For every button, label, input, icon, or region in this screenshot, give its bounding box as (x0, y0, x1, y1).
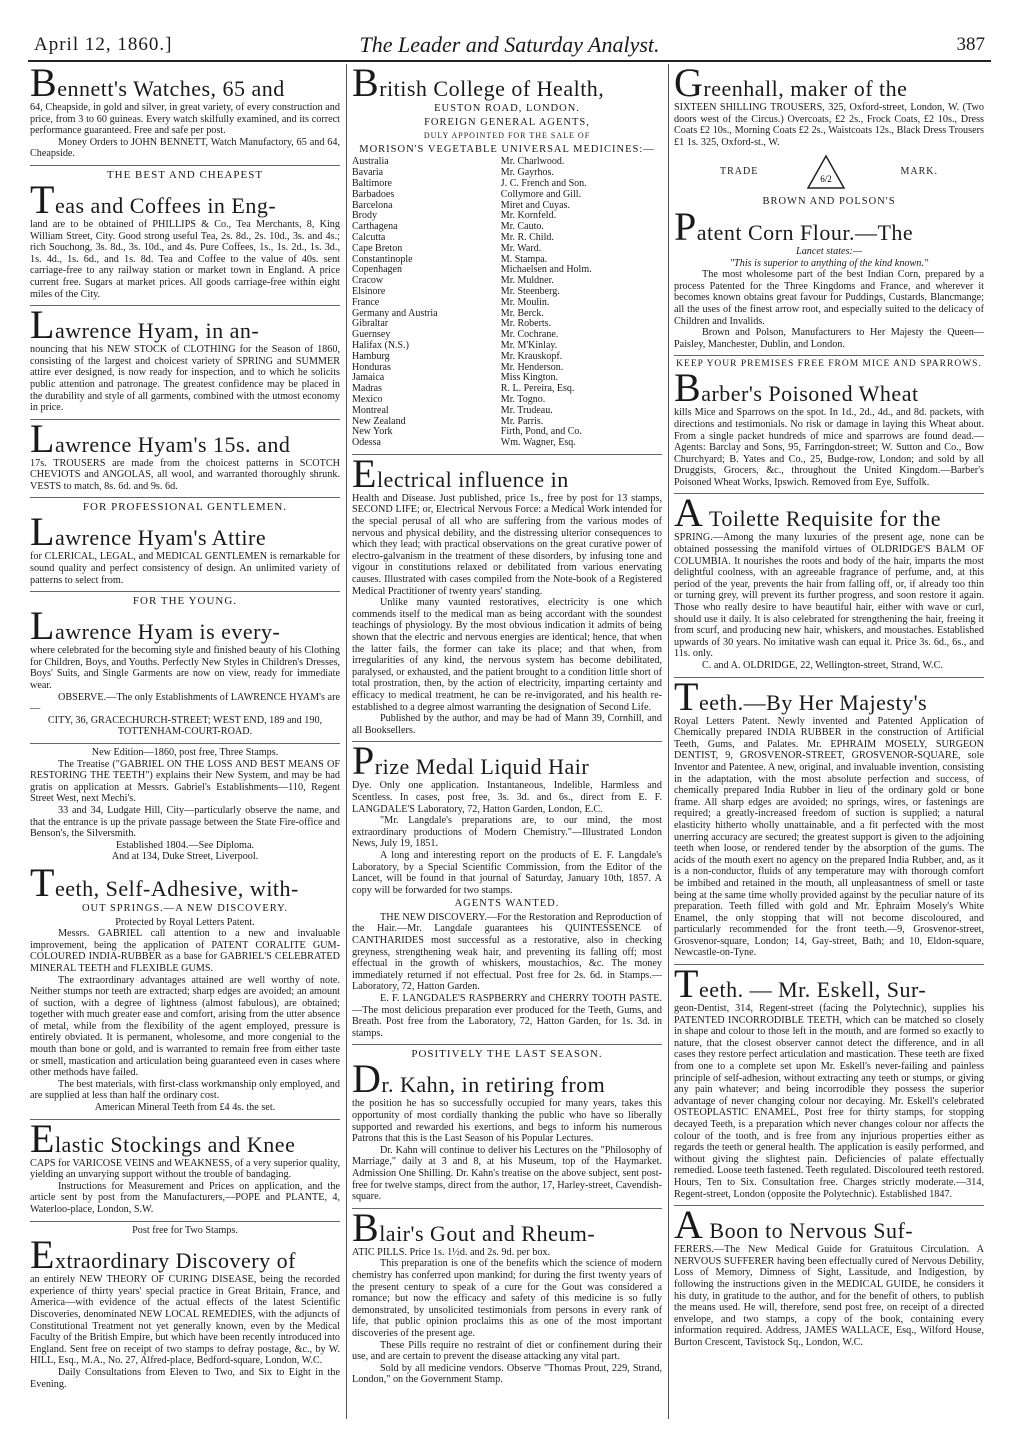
ad-body: Messrs. GABRIEL call attention to a new and invaluable improvement, being the application of PATENT CORALITE GUM-COLOURED INDIA-RUBBER as a base for GABRIEL'S CELEBRATED MINERAL TEETH and FLEXIBLE GUMS. (30, 928, 340, 974)
divider (352, 741, 662, 742)
trade-mark-triangle-icon (806, 154, 846, 190)
agent-country: Germany and Austria (352, 307, 438, 319)
ad-headline: Lawrence Hyam's Attire (30, 509, 267, 555)
ad-body: SIXTEEN SHILLING TROUSERS, 325, Oxford-street, London, W. (Two doors west of the Circus.) Overcoats, £2 2s., Frock Coats, £2 10s., Dress Coats £2 10s., Morning Coats £2 2s., Waistcoats 12s., Black Dress Trousers £1 1s. 325, Oxford-st., W. (674, 102, 984, 148)
section-heading: FOR THE YOUNG. (132, 595, 238, 608)
agent-country: Australia (352, 156, 389, 168)
ad-body: Brown and Polson, Manufacturers to Her Majesty the Queen—Paisley, Manchester, Dublin, and London. (674, 327, 984, 350)
ad-body: the position he has so successfully occupied for many years, takes this opportunity of most cordially thanking the public who have so liberally supported and rewarded his exertions, and begs to inform his numerous Patrons that this is the Last Season of his Popular Lectures. (352, 1098, 662, 1145)
ad-hyam-trousers (30, 415, 340, 493)
divider (674, 355, 984, 356)
ad-address: EUSTON ROAD, LONDON. (434, 103, 580, 114)
agent-name: R. L. Pereira, Esq. (500, 383, 575, 395)
issue-date: April 12, 1860.] (34, 34, 173, 55)
ad-gabriel-treatise (30, 747, 340, 863)
agent-name: Mr. Moulin. (500, 296, 550, 308)
ad-headline: A Boon to Nervous Suf- (674, 1202, 914, 1248)
agent-name: Mr. Berck. (500, 307, 544, 319)
ad-headline: Barber's Poisoned Wheat (674, 365, 919, 411)
ad-body: Instructions for Measurement and Prices on application, and the article sent by post from the Manufacturers,—POPE and PLANTE, 4, Waterloo-place, London, S.W. (30, 1180, 340, 1215)
ad-quote: "Mr. Langdale's preparations are, to our mind, the most extraordinary productions of Modern Chemistry."—Illustrated London News, July 19, 1851. (352, 815, 662, 850)
ad-bennett-watches (30, 64, 340, 160)
agent-name: Mr. Parris. (500, 415, 544, 427)
ad-prize-medal-hair-dye (352, 738, 662, 1039)
agent-row (352, 438, 662, 449)
ad-address: CITY, 36, GRACECHURCH-STREET; WEST END, 189 and 190, TOTTENHAM-COURT-ROAD. (47, 714, 323, 738)
page-number: 387 (956, 34, 985, 55)
ad-headline: Dr. Kahn, in retiring from (352, 1056, 606, 1102)
agent-country: Mexico (352, 393, 383, 405)
ad-hyam-young (30, 603, 340, 738)
ad-subheading: MORISON'S VEGETABLE UNIVERSAL MEDICINES:— (359, 143, 655, 155)
agent-country: Odessa (352, 437, 381, 449)
agent-row (352, 190, 662, 201)
ad-body: an entirely NEW THEORY OF CURING DISEASE, being the recorded experience of thirty years' special practice in Great Britain, France, and America—with evidence of the actual effects of the latest Scientific Discoveries, denominated NEW LOCAL REMEDIES, with the adjuncts of Constitutional Treatment not yet generally known, even by the Medical Faculty of the British Empire, but which have been recently introduced into England. Sent free on receipt of two stamps to defray postage, &c., by W. HILL, Esq., M.A., No. 27, Alfred-place, Bedford-square, London, W.C. (30, 1274, 340, 1367)
agent-name: Mr. Charlwood. (500, 156, 565, 168)
ad-body: Unlike many vaunted restoratives, electricity is one which commends itself to the medical man as being accordant with the soundest teachings of physiology. By the most obvious indication it admits of being shown that the electric and nervous energies are identical; hence, that when the latter fails, the former can take its place; and that when, from irregularities of any kind, the nervous system has become debilitated, paralysed, or exhausted, and the patient brought to a condition little short of total prostration, then, by the action of electricity, imparting certainty and efficacy to medical treatment, he can be re-invigorated, and his health re-established to a degree almost warranting the designation of Second Life. (352, 597, 662, 713)
column-1 (30, 64, 340, 1419)
agent-name: Mr. Cauto. (500, 221, 544, 233)
agent-name: Mr. Togno. (500, 393, 546, 405)
agent-country: Bavaria (352, 167, 384, 179)
divider (674, 1205, 984, 1206)
ad-body: THE NEW DISCOVERY.—For the Restoration and Reproduction of the Hair.—Mr. Langdale guarantees his QUINTESSENCE of CANTHARIDES most successful as a restorative, also in checking greyness, strengthening weak hair, and preventing its falling off; most effectual in the growth of whiskers, moustachios, &c. The money immediately returned if not effectual. Post free for 2s. 6d. in Stamps.—Laboratory, 72, Hatton Garden. (352, 911, 662, 993)
column-rule (668, 64, 669, 1419)
agent-name: Wm. Wagner, Esq. (500, 437, 576, 449)
ad-note: Post free for Two Stamps. (132, 1224, 238, 1236)
ad-body: 33 and 34, Ludgate Hill, City—particularly observe the name, and that the entrance is up the private passage between the State Fire-office and Benson's, the Silversmith. (30, 804, 340, 840)
agent-name: Mr. M'Kinlay. (500, 339, 558, 351)
ad-body: FERERS.—The New Medical Guide for Gratuitous Circulation. A NERVOUS SUFFERER having been effectually cured of Nervous Debility, Loss of Memory, Dimness of Sight, Lassitude, and Indigestion, by following the instructions given in the MEDICAL GUIDE, he considers it his duty, in gratitude to the author, and for the benefit of others, to publish the means used. He will, therefore, send post free, on receipt of a directed envelope, and two stamps, a copy of the book, containing every information required. Address, JAMES WALLACE, Esq., Wilford House, Burton Crescent, Tavistock Sq., London, W.C. (674, 1244, 984, 1348)
trade-label: TRADE (720, 166, 759, 178)
agent-country: New Zealand (352, 415, 406, 427)
divider (674, 964, 984, 965)
ad-phillips-teas (30, 176, 340, 300)
agent-country: Hamburg (352, 350, 390, 362)
ad-note: OBSERVE.—The only Establishments of LAWRENCE HYAM's are— (30, 691, 340, 715)
ad-subheading: FOREIGN GENERAL AGENTS, (424, 116, 590, 128)
ad-headline: Teeth, Self-Adhesive, with- (30, 859, 299, 905)
agent-row (352, 244, 662, 255)
ad-note: Daily Consultations from Eleven to Two, and Six to Eight in the Evening. (30, 1366, 340, 1390)
ad-headline: Electrical influence in (352, 450, 569, 496)
agent-name: Collymore and Gill. (500, 188, 582, 200)
agent-name: Mr. Henderson. (500, 361, 564, 373)
agent-name: Michaelsen and Holm. (500, 264, 592, 276)
ad-body: This preparation is one of the benefits which the science of modern chemistry has conferred upon mankind; for during the first twenty years of the present century to speak of a cure for the Gout was considered a romance; but now the efficacy and safety of this medicine is so fully demonstrated, by unsolicited testimonials from persons in every rank of life, that public opinion proclaims this as one of the most important discoveries of the present age. (352, 1258, 662, 1339)
divider (352, 454, 662, 455)
ad-note: DULY APPOINTED FOR THE SALE OF (423, 131, 591, 141)
agent-country: Brody (352, 210, 377, 222)
ad-body: for CLERICAL, LEGAL, and MEDICAL GENTLEMEN is remarkable for sound quality and perfect consistency of design. An unlimited variety of patterns to select from. (30, 551, 340, 586)
ad-note: Sold by all medicine vendors. Observe "Thomas Prout, 229, Strand, London," on the Government Stamp. (352, 1362, 662, 1386)
agent-country: Elsinore (352, 285, 386, 297)
agent-row (352, 352, 662, 363)
agent-name: J. C. French and Son. (500, 177, 587, 189)
agent-country: Barcelona (352, 199, 393, 211)
agent-country: Cape Breton (352, 242, 403, 254)
agent-country: Constantinople (352, 253, 413, 265)
ad-body: land are to be obtained of PHILLIPS & Co., Tea Merchants, 8, King William Street, City. Good strong useful Tea, 2s. 8d., 2s. 10d., 3s. and 4s.; rich Souchong, 3s. 8d., 3s. 10d., and 4s. Pure Coffees, 1s., 1s. 2d., 1s. 3d., 1s. 4d., 1s. 6d., and 1s. 8d. Tea and Coffee to the value of 40s. sent carriage-free to any railway station or market town in England. A price current free. Sugars at market prices. All goods carriage-free within eight miles of the City. (30, 218, 340, 300)
ad-subheading: BROWN AND POLSON'S (762, 196, 896, 208)
page-header (28, 30, 991, 62)
ad-headline: Lawrence Hyam, in an- (30, 302, 260, 348)
divider (352, 1208, 662, 1209)
ad-price: American Mineral Teeth from £4 4s. the set. (94, 1102, 276, 1114)
ad-note: Published by the author, and may be had of Mann 39, Cornhill, and all Booksellers. (352, 713, 662, 736)
ad-note: Money Orders to JOHN BENNETT, Watch Manufactory, 65 and 64, Cheapside. (30, 136, 340, 160)
divider (352, 1044, 662, 1045)
ad-headline: A Toilette Requisite for the (674, 490, 942, 536)
ad-headline: Lawrence Hyam is every- (30, 603, 281, 649)
agent-country: Baltimore (352, 177, 392, 189)
ad-body: The most wholesome part of the best Indian Corn, prepared by a process Patented for the Three Kingdoms and France, and wherever it becomes known obtains great favour for Puddings, Custards, Blancmange; all the uses of the finest arrow root, and especially suited to the delicacy of Children and Invalids. (674, 269, 984, 327)
column-rule (346, 64, 347, 1419)
ad-body: Health and Disease. Just published, price 1s., free by post for 13 stamps, SECOND LIFE; or, Electrical Nervous Force: a Medical Work intended for the special perusal of all who are suffering from the various modes of nervous and physical debility, and the distressing ulterior consequences to which they lead; with practical observations on the great curative power of electro-galvanism in the treatment of these disorders, by infusing tone and vigour in constitutions relaxed or debilitated from various enervating causes. Illustrated with cases compiled from the Note-book of a Registered Medical Practitioner of twenty years' standing. (352, 492, 662, 597)
divider (674, 493, 984, 494)
column-2 (352, 64, 662, 1419)
divider (30, 1221, 340, 1222)
ad-headline: Prize Medal Liquid Hair (352, 738, 590, 784)
ad-dr-kahn (352, 1056, 662, 1203)
ad-barber-poisoned-wheat (674, 365, 984, 488)
ad-body: These Pills require no restraint of diet or confinement during their use, and are certain to prevent the disease attacking any vital part. (352, 1339, 662, 1363)
agent-name: Mr. Cochrane. (500, 329, 559, 341)
agent-country: Halifax (N.S.) (352, 339, 409, 351)
ad-headline: Greenhall, maker of the (674, 64, 908, 105)
ad-body: geon-Dentist, 314, Regent-street (facing the Polytechnic), supplies his PATENTED INCORRODIBLE TEETH, which can be matched so closely in shape and colour to those left in the mouth, and are formed so exactly to nature, that the closest observer cannot detect the difference, and in all cases they restore perfect articulation and mastication. These teeth are fixed from one to a complete set upon Mr. Eskell's never-failing and painless principle of self-adhesion, without extracting any teeth or stumps, or giving any pain whatever; and being incorrodible they possess the superior advantage of never changing colour nor decaying. Mr. Eskell's celebrated OSTEOPLASTIC ENAMEL, Post free for thirty stamps, for stopping decayed Teeth, is a preparation which never changes colour nor affects the colour of the tooth, and is free from any injurious properties either as regards the teeth or general health. The application is easily performed, and without giving the slightest pain. Deficiencies of palate effectually remedied. Loose teeth fastened. Teeth regulated. Discoloured teeth restored. Hours, Ten to Six. Consultation free. Charges strictly moderate.—314, Regent-street, London (opposite the Polytechnic). Established 1847. (674, 1003, 984, 1200)
ad-headline: British College of Health, (352, 64, 605, 105)
divider (30, 591, 340, 592)
agent-name: Mr. Krauskopf. (500, 350, 563, 362)
agent-country: France (352, 296, 380, 308)
agent-country: Montreal (352, 404, 389, 416)
agent-name: Mr. Trudeau. (500, 404, 553, 416)
ad-body: 64, Cheapside, in gold and silver, in great variety, of every construction and price, from 3 to 60 guineas. Every watch skilfully examined, and its correct performance guaranteed. Free and safe per post. (30, 102, 340, 137)
publication-title: The Leader and Saturday Analyst. (359, 32, 660, 57)
ad-hill-discovery (30, 1225, 340, 1391)
ad-note: Established 1804.—See Diploma. (115, 839, 255, 851)
agent-country: Carthagena (352, 221, 398, 233)
ad-body: SPRING.—Among the many luxuries of the present age, none can be obtained possessing the manifold virtues of OLDRIDGE'S BALM OF COLUMBIA. It nourishes the roots and body of the hair, imparts the most delightful coolness, with an agreeable fragrance of perfume, and, at this period of the year, prevents the hair from falling off, or, if already too thin or turning grey, will prevent its further progress, and soon restore it again. Those who really desire to have beautiful hair, either with wave or curl, should use it daily. It is also celebrated for strengthening the hair, freeing it from scurf, and producing new hair, whiskers, and moustaches. Established upwards of 30 years. No imitative wash can equal it. Price 3s. 6d., 6s., and 11s. only. (674, 532, 984, 660)
ad-body: Dye. Only one application. Instantaneous, Indelible, Harmless and Scentless. In cases, post free, 3s. 3d. and 6s., direct from E. F. LANGDALE'S Laboratory, 72, Hatton Garden, London, E.C. (352, 780, 662, 815)
ad-greenhall-trousers (674, 64, 984, 148)
agent-country: Barbadoes (352, 188, 395, 200)
agent-country: Copenhagen (352, 264, 402, 276)
agent-name: Mr. Steenberg. (500, 285, 560, 297)
ad-quote: "This is superior to anything of the kind known." (729, 257, 929, 269)
ad-headline: Teeth.—By Her Majesty's (674, 673, 928, 719)
ad-body: A long and interesting report on the products of E. F. Langdale's Laboratory, by a Special Scientific Commission, from the Editor of the Lancet, will be found in that journal of Saturday, January 10th, 1857. A copy will be forwarded for two stamps. (352, 849, 662, 896)
agents-table (352, 157, 662, 449)
divider (30, 419, 340, 420)
column-3 (674, 64, 984, 1419)
agent-name: Miss Kington. (500, 372, 559, 384)
ad-british-college (352, 64, 662, 449)
agent-row (352, 406, 662, 417)
ad-headline: Bennett's Watches, 65 and (30, 64, 285, 105)
agent-name: Firth, Pond, and Co. (500, 426, 582, 438)
ad-body: The best materials, with first-class workmanship only employed, and are supplied at less than half the ordinary cost. (30, 1078, 340, 1102)
ad-body: where celebrated for the becoming style and finished beauty of his Clothing for Children, Boys, and Youths. Perfectly New Styles in Children's Dresses, Boys' Suits, and Single Garments are now on view, ready for immediate wear. (30, 645, 340, 692)
ad-body: CAPS for VARICOSE VEINS and WEAKNESS, of a very superior quality, yielding an unvarying support without the trouble of bandaging. (30, 1157, 340, 1181)
ad-headline: Teeth. — Mr. Eskell, Sur- (674, 961, 927, 1007)
ad-headline: Patent Corn Flour.—The (674, 203, 914, 249)
trade-mark-text: 6/2 (820, 174, 832, 185)
ad-body: ATIC PILLS. Price 1s. 1½d. and 2s. 9d. per box. (352, 1246, 551, 1258)
ad-blair-pills (352, 1204, 662, 1386)
ad-body: The Treatise ("GABRIEL ON THE LOSS AND BEST MEANS OF RESTORING THE TEETH") explains their New System, and may be had gratis on application at Messrs. Gabriel's Establishments—110, Regent Street West, next Mechi's. (30, 758, 340, 805)
agent-name: Mr. Gayrhos. (500, 167, 554, 179)
ad-electrical-influence (352, 450, 662, 736)
ad-note: New Edition—1860, post free, Three Stamps. (91, 747, 279, 758)
ad-body: 17s. TROUSERS are made from the choicest patterns in SCOTCH CHEVIOTS and ANGOLAS, all wool, and warranted thoroughly shrunk. VESTS to match, 8s. 6d. and 9s. 6d. (30, 457, 340, 492)
ad-body: The extraordinary advantages attained are well worthy of note. Neither stumps nor teeth are extracted; sharp edges are avoided; an amount of suction, with a degree of lightness (almost fabulous), are obtained; together with much greater ease and comfort, arising from the utter absence of metal, while from the flexibility of the agent employed, pressure is entirely obviated. It is permanent, wholesome, and more congenial to the mouth than bone or gold, and is warranted to remain free from either taste or smell, mastication and articulation being guaranteed even in cases where other methods have failed. (30, 974, 340, 1079)
section-heading: THE BEST AND CHEAPEST (106, 168, 264, 181)
ad-note: Lancet states:— (796, 245, 862, 257)
ad-elastic-stockings (30, 1115, 340, 1216)
agent-name: Mr. Ward. (500, 242, 542, 254)
ad-mosely-teeth (674, 673, 984, 959)
ad-boon-nervous (674, 1202, 984, 1348)
agent-name: Mr. Kornfeld. (500, 210, 557, 222)
divider (30, 497, 340, 498)
agent-country: Honduras (352, 361, 391, 373)
ad-subheading: AGENTS WANTED. (454, 898, 560, 910)
ad-body: Dr. Kahn will continue to deliver his Lectures on the "Philosophy of Marriage," daily at 3 and 8, at his Museum, top of the Haymarket. Admission One Shilling. Dr. Kahn's treatise on the above subject, sent post-free for twelve stamps, direct from the author, 17, Harley-street, Cavendish-square. (352, 1144, 662, 1203)
mark-label: MARK. (900, 166, 938, 178)
ad-body: nouncing that his NEW STOCK of CLOTHING for the Season of 1860, consisting of the largest and choicest variety of SPRING and SUMMER attire ever designed, is now ready for inspection, and to which he solicits public attention and patronage. The greatest confidence may be placed in the durability and style of all garments, combined with the utmost economy in price. (30, 344, 340, 414)
ad-eskell-teeth (674, 961, 984, 1200)
agent-country: Gibraltar (352, 318, 389, 330)
agent-country: Jamaica (352, 372, 385, 384)
section-heading: FOR PROFESSIONAL GENTLEMEN. (82, 501, 288, 514)
ad-hyam-attire (30, 509, 340, 586)
agent-country: Cracow (352, 275, 384, 287)
ad-note: Protected by Royal Letters Patent. (115, 916, 255, 928)
trade-mark (674, 154, 984, 194)
ad-body: E. F. LANGDALE'S RASPBERRY and CHERRY TOOTH PASTE.—The most delicious preparation ever produced for the Teeth, Gums, and Breath. Post free from the Laboratory, 72, Hatton Garden, for 1s. 3d. in stamps. (352, 993, 662, 1039)
agent-country: Calcutta (352, 231, 386, 243)
divider (30, 165, 340, 166)
divider (674, 677, 984, 678)
divider (30, 305, 340, 306)
ad-body: Royal Letters Patent. Newly invented and Patented Application of Chemically prepared INDIA RUBBER in the construction of Artificial Teeth, Gums, and Palates. Mr. EPHRAIM MOSELY, SURGEON DENTIST, 9, GROSVENOR-STREET, GROSVENOR-SQUARE, sole Inventor and Patentee. A new, original, and invaluable invention, consisting in the adaptation, with the most absolute perfection and success, of chemically prepared India Rubber in lieu of the ordinary gold or bone frame. All sharp edges are avoided; no springs, wires, or fastenings are required; a greatly-increased freedom of suction is supplied; a natural elasticity hitherto wholly unattainable, and a fit perfected with the most unerring accuracy are secured; the greatest support is given to the adjoining teeth when loose, or rendered tender by the absorption of the gums. The acids of the mouth exert no agency on the prepared India Rubber, and, as it is a non-conductor, fluids of any temperature may with thorough comfort be imbibed and retained in the mouth, all unpleasantness of smell or taste being at the same time wholly provided against by the peculiar nature of its preparation. Teeth filled with gold and Mr. Ephraim Mosely's White Enamel, the only stopping that will not become discoloured, and particularly recommended for the front teeth.—9, Grosvenor-street, Grosvenor-square, London; 14, Gay-street, Bath; and 10, Eldon-square, Newcastle-on-Tyne. (674, 715, 984, 959)
ad-address: C. and A. OLDRIDGE, 22, Wellington-street, Strand, W.C. (702, 660, 943, 671)
ad-hyam-stock (30, 302, 340, 414)
ad-gabriel-teeth (30, 859, 340, 1114)
ad-address: And at 134, Duke Street, Liverpool. (111, 851, 259, 863)
divider (30, 743, 340, 744)
ad-headline: Elastic Stockings and Knee (30, 1115, 296, 1161)
agent-country: Madras (352, 383, 382, 395)
ad-subheading: OUT SPRINGS.—A NEW DISCOVERY. (81, 902, 289, 914)
agent-name: Mr. Roberts. (500, 318, 552, 330)
section-heading: KEEP YOUR PREMISES FREE FROM MICE AND SPARROWS. (676, 359, 982, 370)
agent-row (352, 298, 662, 309)
ad-headline: Extraordinary Discovery of (30, 1232, 296, 1278)
ad-headline: Blair's Gout and Rheum- (352, 1204, 596, 1250)
agent-name: Miret and Cuyas. (500, 199, 570, 211)
section-heading: POSITIVELY THE LAST SEASON. (411, 1048, 603, 1061)
agent-name: Mr. R. Child. (500, 231, 554, 243)
agent-name: M. Stampa. (500, 253, 548, 265)
ad-patent-corn-flour (674, 196, 984, 350)
ad-headline: Lawrence Hyam's 15s. and (30, 415, 291, 461)
ad-headline: Teas and Coffees in Eng- (30, 176, 277, 222)
ad-toilette-requisite (674, 490, 984, 671)
agent-country: New York (352, 426, 393, 438)
agent-name: Mr. Muldner. (500, 275, 554, 287)
agent-country: Guernsey (352, 329, 391, 341)
ad-body: kills Mice and Sparrows on the spot. In 1d., 2d., 4d., and 8d. packets, with directions and testimonials. No risk or damage in laying this Wheat about. From a single packet hundreds of mice and sparrows are found dead.—Agents: Barclay and Sons, 95, Farringdon-street; W. Sutton and Co., Bow Churchyard; B. Yates and Co., 25, Budge-row, London; and sold by all Druggists, Grocers, &c., throughout the United Kingdom.—Barber's Poisoned Wheat Works, Ipswich. Removed from Eye, Suffolk. (674, 407, 984, 488)
divider (30, 1119, 340, 1120)
